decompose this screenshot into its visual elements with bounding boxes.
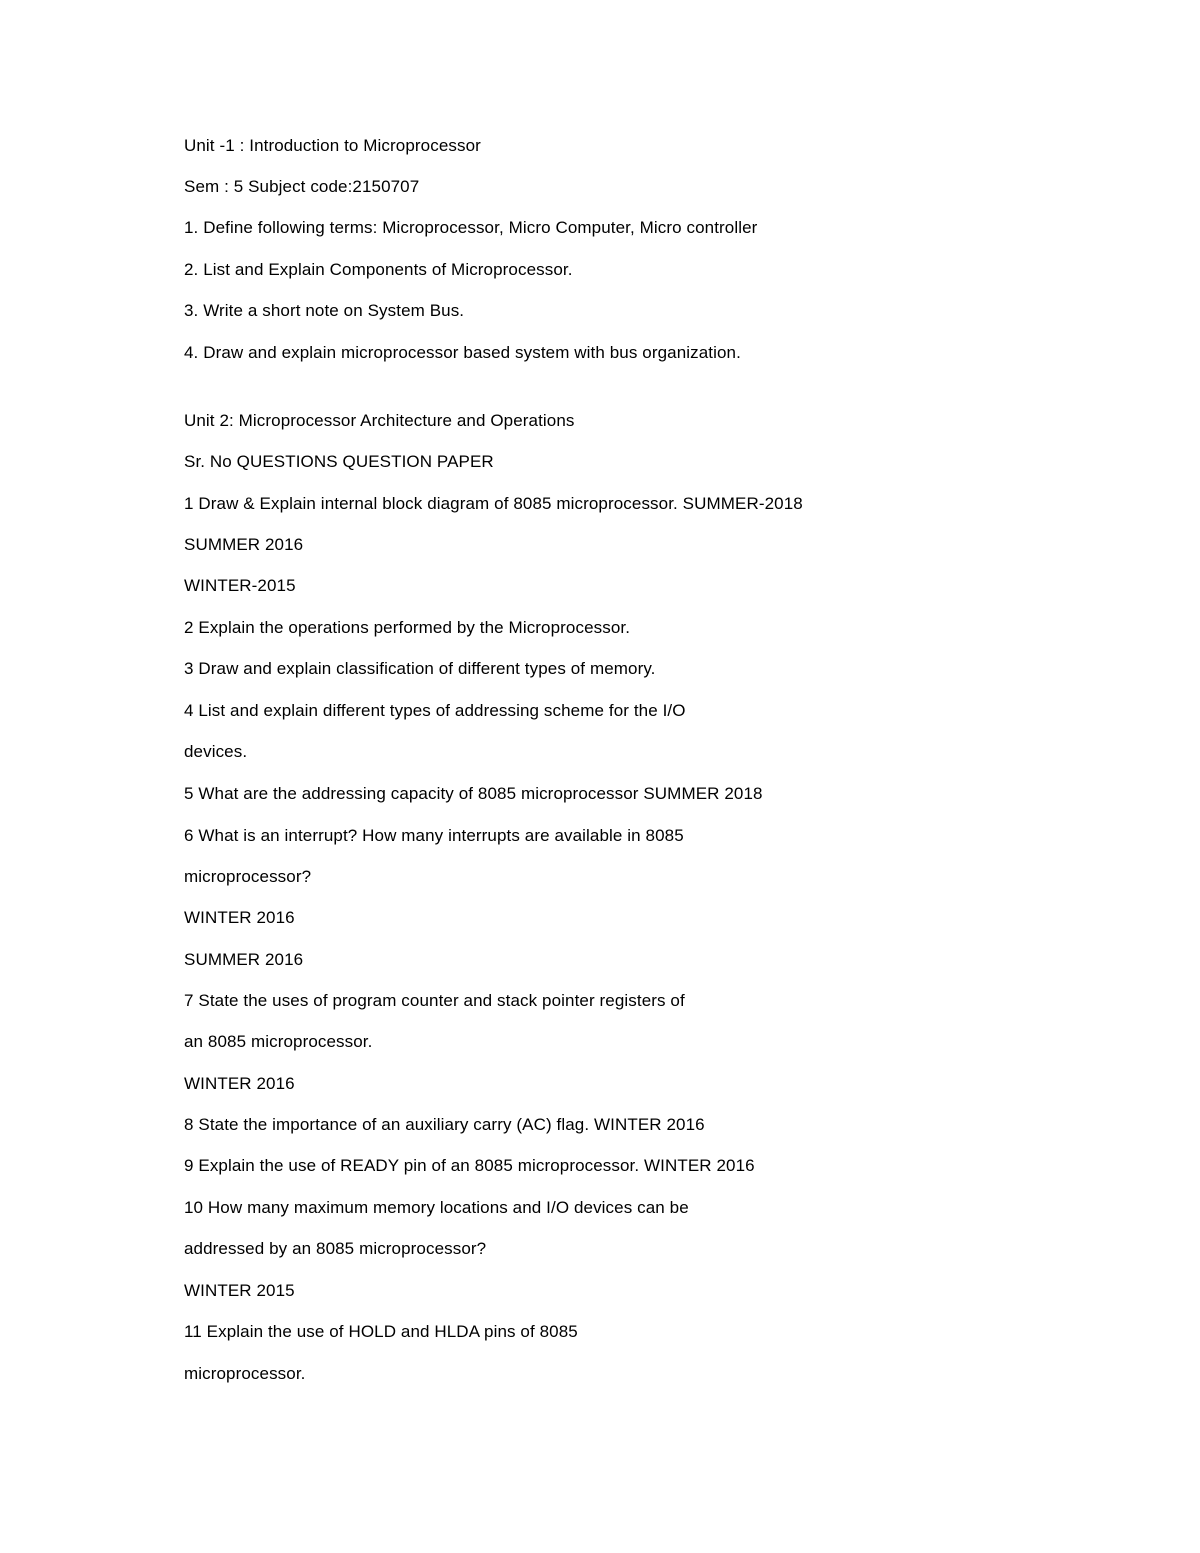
unit2-line: 9 Explain the use of READY pin of an 8085 microprocessor. WINTER 2016 bbox=[184, 1156, 755, 1175]
unit1-question: 4. Draw and explain microprocessor based system with bus organization. bbox=[184, 343, 741, 362]
unit2-line: WINTER 2016 bbox=[184, 908, 295, 927]
unit1-question: 2. List and Explain Components of Microprocessor. bbox=[184, 260, 573, 279]
unit2-line: WINTER 2016 bbox=[184, 1074, 295, 1093]
unit2-line: WINTER-2015 bbox=[184, 576, 296, 595]
unit2-line: 4 List and explain different types of addressing scheme for the I/O bbox=[184, 701, 686, 720]
unit2-line: 8 State the importance of an auxiliary carry (AC) flag. WINTER 2016 bbox=[184, 1115, 705, 1134]
unit2-line: SUMMER 2016 bbox=[184, 535, 304, 554]
unit2-line: WINTER 2015 bbox=[184, 1281, 295, 1300]
unit2-line: microprocessor? bbox=[184, 867, 312, 886]
unit2-line: devices. bbox=[184, 742, 248, 761]
unit1-sem-subject: Sem : 5 Subject code:2150707 bbox=[184, 177, 420, 196]
unit1-title: Unit -1 : Introduction to Microprocessor bbox=[184, 136, 481, 155]
unit2-line: 2 Explain the operations performed by the Microprocessor. bbox=[184, 618, 631, 637]
unit2-line: microprocessor. bbox=[184, 1364, 306, 1383]
unit2-line: 11 Explain the use of HOLD and HLDA pins of 8085 bbox=[184, 1322, 578, 1341]
unit2-line: 10 How many maximum memory locations and I/O devices can be bbox=[184, 1198, 689, 1217]
unit2-line: 7 State the uses of program counter and stack pointer registers of bbox=[184, 991, 685, 1010]
unit2-table-header: Sr. No QUESTIONS QUESTION PAPER bbox=[184, 452, 494, 471]
unit2-title: Unit 2: Microprocessor Architecture and Operations bbox=[184, 411, 575, 430]
unit2-line: 3 Draw and explain classification of different types of memory. bbox=[184, 659, 656, 678]
unit1-question: 3. Write a short note on System Bus. bbox=[184, 301, 465, 320]
unit2-line: addressed by an 8085 microprocessor? bbox=[184, 1239, 487, 1258]
unit2-line: 6 What is an interrupt? How many interrupts are available in 8085 bbox=[184, 826, 684, 845]
unit2-line: 1 Draw & Explain internal block diagram of 8085 microprocessor. SUMMER-2018 bbox=[184, 494, 803, 513]
unit1-question: 1. Define following terms: Microprocessor, Micro Computer, Micro controller bbox=[184, 218, 758, 237]
unit2-line: SUMMER 2016 bbox=[184, 950, 304, 969]
unit2-line: an 8085 microprocessor. bbox=[184, 1032, 373, 1051]
unit2-line: 5 What are the addressing capacity of 8085 microprocessor SUMMER 2018 bbox=[184, 784, 763, 803]
